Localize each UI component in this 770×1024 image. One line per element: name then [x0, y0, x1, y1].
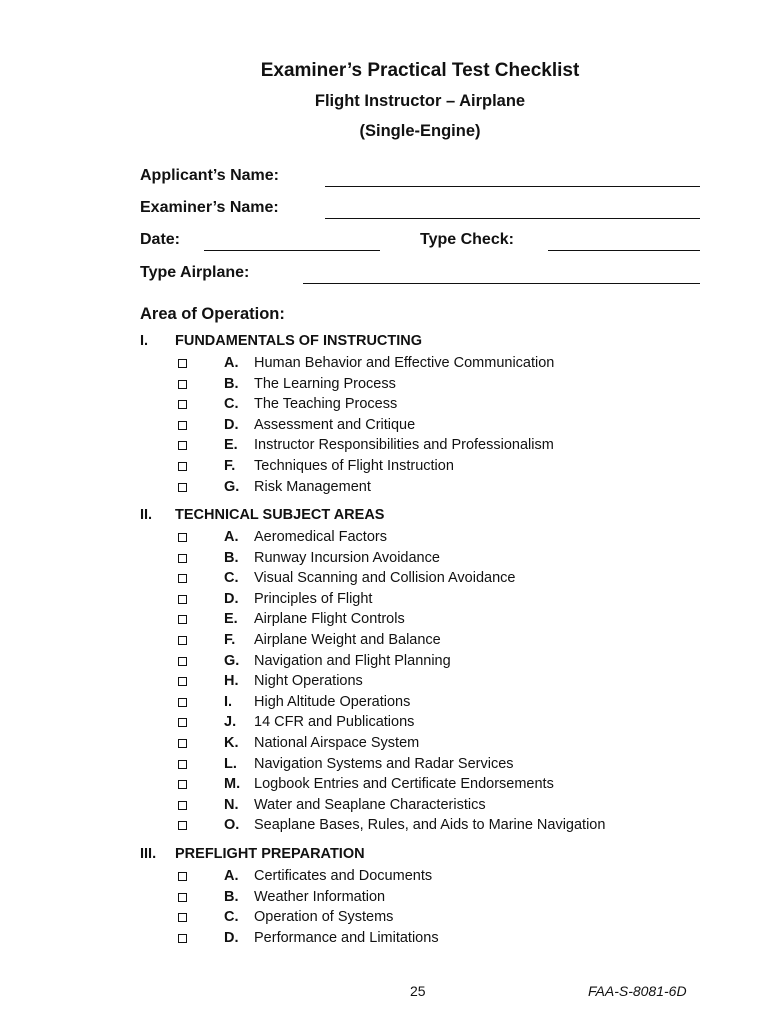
task-letter: E. [224, 437, 238, 454]
task-letter: D. [224, 416, 239, 433]
task-letter: A. [224, 529, 239, 545]
task-text: Water and Seaplane Characteristics [254, 796, 486, 813]
task-checkbox[interactable] [178, 739, 187, 748]
date-line[interactable] [204, 250, 380, 251]
task-letter: N. [224, 796, 239, 813]
area-numeral: I. [140, 333, 149, 349]
task-checkbox[interactable] [178, 359, 187, 368]
task-letter: B. [224, 375, 239, 392]
task-checkbox[interactable] [178, 483, 187, 492]
area-title: TECHNICAL SUBJECT AREAS [175, 507, 385, 523]
task-letter: B. [224, 888, 239, 905]
task-letter: H. [224, 673, 239, 690]
area-numeral: III. [140, 846, 157, 862]
area-title: FUNDAMENTALS OF INSTRUCTING [175, 333, 423, 349]
task-letter: C. [224, 396, 239, 413]
applicant-name-field[interactable] [140, 167, 700, 189]
type-check-field[interactable] [420, 231, 700, 253]
task-text: Performance and Limitations [254, 929, 439, 946]
examiner-name-label: Examiner’s Name: [140, 199, 279, 216]
task-text: Airplane Flight Controls [254, 611, 405, 628]
type-airplane-field[interactable] [140, 264, 700, 286]
task-checkbox[interactable] [178, 913, 187, 922]
examiner-name-line[interactable] [325, 218, 700, 219]
task-checkbox[interactable] [178, 636, 187, 645]
task-text: Risk Management [254, 478, 371, 495]
task-checkbox[interactable] [178, 554, 187, 563]
task-checkbox[interactable] [178, 872, 187, 881]
task-checkbox[interactable] [178, 801, 187, 810]
task-text: Airplane Weight and Balance [254, 632, 441, 648]
task-checkbox[interactable] [178, 421, 187, 430]
task-letter: E. [224, 611, 238, 628]
task-checkbox[interactable] [178, 677, 187, 686]
task-letter: C. [224, 570, 239, 587]
date-label: Date: [140, 231, 181, 248]
task-text: Navigation and Flight Planning [254, 652, 451, 669]
applicant-name-line[interactable] [325, 186, 700, 187]
task-checkbox[interactable] [178, 595, 187, 604]
task-checkbox[interactable] [178, 400, 187, 409]
task-letter: A. [224, 355, 239, 371]
task-checkbox[interactable] [178, 698, 187, 707]
task-text: Logbook Entries and Certificate Endorsements [254, 776, 554, 793]
task-text: High Altitude Operations [254, 693, 411, 710]
task-checkbox[interactable] [178, 934, 187, 943]
task-text: Certificates and Documents [254, 868, 433, 884]
task-letter: F. [224, 458, 236, 474]
document-id: FAA-S-8081-6D [588, 983, 687, 999]
task-text: National Airspace System [254, 735, 420, 751]
task-letter: G. [224, 652, 240, 669]
task-text: Assessment and Critique [254, 416, 416, 433]
task-letter: K. [224, 735, 239, 751]
page-title: Examiner’s Practical Test Checklist [260, 60, 580, 81]
task-checkbox[interactable] [178, 760, 187, 769]
task-text: Night Operations [254, 673, 363, 690]
task-letter: B. [224, 549, 239, 566]
task-checkbox[interactable] [178, 380, 187, 389]
applicant-name-label: Applicant’s Name: [140, 167, 279, 184]
task-checkbox[interactable] [178, 780, 187, 789]
task-text: Techniques of Flight Instruction [254, 458, 454, 474]
task-letter: I. [224, 693, 233, 710]
date-field[interactable] [140, 231, 380, 253]
type-check-line[interactable] [548, 250, 700, 251]
task-text: Runway Incursion Avoidance [254, 549, 440, 566]
task-text: Navigation Systems and Radar Services [254, 755, 514, 772]
task-text: The Teaching Process [254, 396, 398, 413]
task-checkbox[interactable] [178, 574, 187, 583]
task-letter: D. [224, 929, 239, 946]
task-letter: G. [224, 478, 240, 495]
area-numeral: II. [140, 507, 153, 523]
task-checkbox[interactable] [178, 893, 187, 902]
examiner-name-field[interactable] [140, 199, 700, 221]
task-text: Visual Scanning and Collision Avoidance [254, 570, 516, 587]
task-text: Aeromedical Factors [254, 529, 387, 545]
task-text: The Learning Process [254, 375, 396, 392]
task-text: Human Behavior and Effective Communication [254, 355, 555, 371]
task-text: Instructor Responsibilities and Professionalism [254, 437, 554, 454]
task-letter: O. [224, 817, 240, 834]
type-airplane-line[interactable] [303, 283, 700, 284]
task-letter: J. [224, 714, 237, 731]
task-checkbox[interactable] [178, 821, 187, 830]
task-text: Principles of Flight [254, 590, 373, 607]
task-letter: D. [224, 590, 239, 607]
task-checkbox[interactable] [178, 657, 187, 666]
task-text: Weather Information [254, 888, 386, 905]
task-checkbox[interactable] [178, 462, 187, 471]
area-title: PREFLIGHT PREPARATION [175, 846, 365, 862]
type-check-label: Type Check: [420, 231, 514, 248]
task-letter: C. [224, 909, 239, 926]
task-letter: L. [224, 755, 237, 772]
page-subtitle-2: (Single-Engine) [359, 122, 481, 140]
task-text: Operation of Systems [254, 909, 394, 926]
area-of-operation-label: Area of Operation: [140, 305, 285, 323]
task-checkbox[interactable] [178, 718, 187, 727]
type-airplane-label: Type Airplane: [140, 264, 250, 281]
task-letter: A. [224, 868, 239, 884]
task-letter: F. [224, 632, 236, 648]
task-checkbox[interactable] [178, 615, 187, 624]
task-checkbox[interactable] [178, 441, 187, 450]
task-checkbox[interactable] [178, 533, 187, 542]
task-text: 14 CFR and Publications [254, 714, 415, 731]
task-text: Seaplane Bases, Rules, and Aids to Marine Navigation [254, 817, 606, 834]
page-number: 25 [410, 983, 426, 999]
page-subtitle: Flight Instructor – Airplane [314, 92, 526, 110]
task-letter: M. [224, 776, 241, 793]
